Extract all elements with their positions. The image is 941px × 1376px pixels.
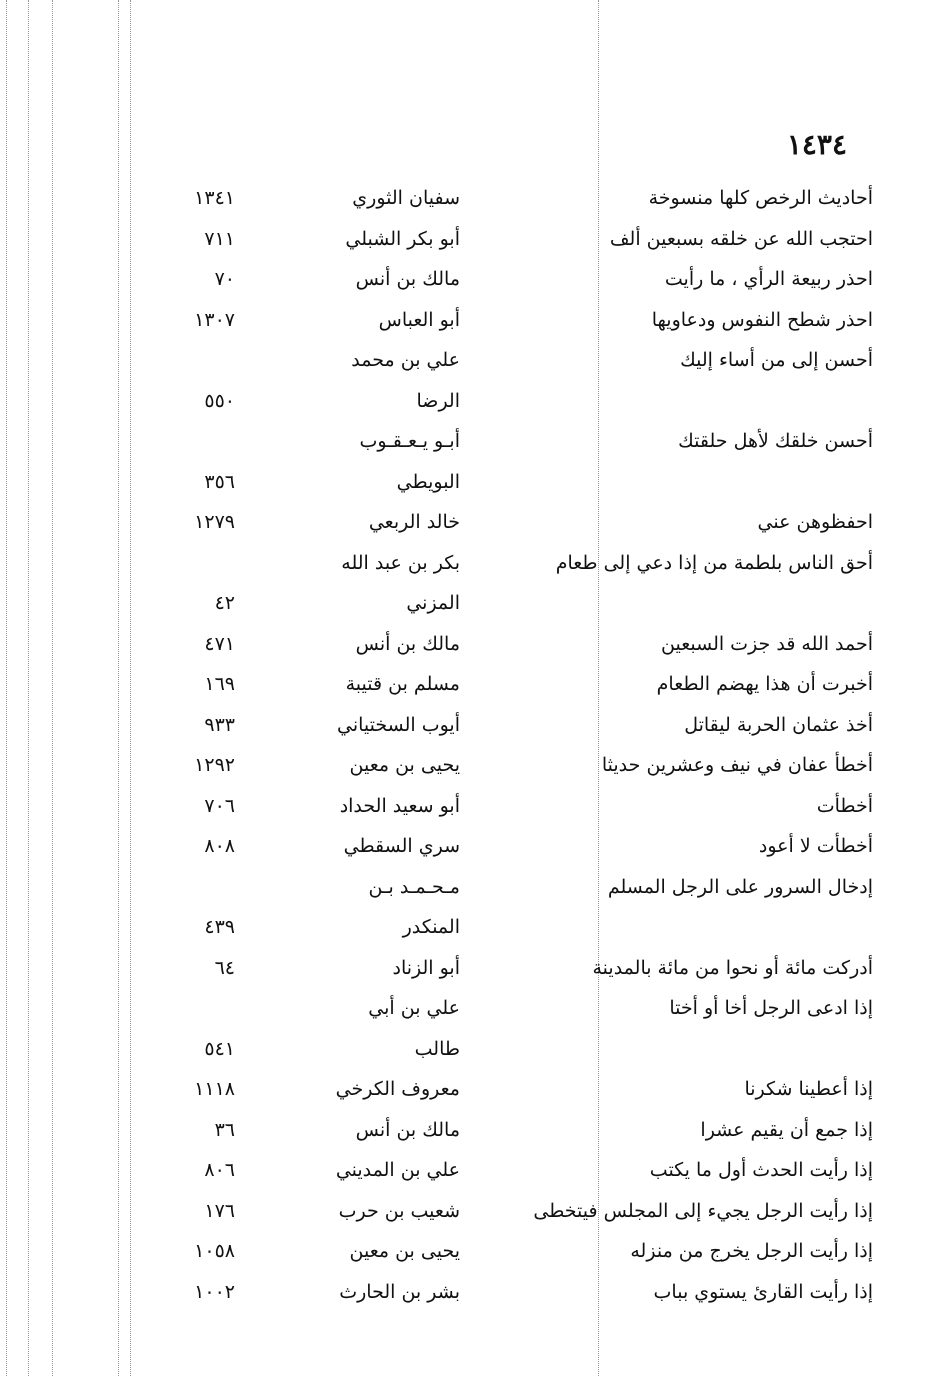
entry-reference-number: ٩٣٣: [204, 713, 235, 736]
entry-phrase: إدخال السرور على الرجل المسلم: [607, 875, 873, 898]
index-entry-row: [0, 1150, 941, 1191]
entry-reference-number: ١٣٤١: [194, 187, 235, 209]
entry-reference-number: ١٢٩٢: [194, 754, 235, 776]
index-entry-row: [0, 583, 941, 624]
entry-narrator: أيوب السختياني: [337, 713, 460, 736]
index-entry-row: [0, 340, 941, 381]
index-entry-row: [0, 259, 941, 300]
index-entry-row: [0, 1110, 941, 1151]
entry-narrator: مـحـمـد بـن: [368, 875, 460, 898]
entry-phrase: احذر ربيعة الرأي ، ما رأيت: [664, 268, 873, 290]
entry-narrator: البويطي: [396, 470, 460, 493]
entry-narrator: المنكدر: [402, 916, 460, 938]
index-entry-row: [0, 178, 941, 219]
entry-reference-number: ٧١١: [204, 227, 235, 250]
entry-narrator: سري السقطي: [343, 835, 460, 857]
entry-reference-number: ٤٣٩: [204, 916, 235, 938]
entry-narrator: مالك بن أنس: [355, 632, 460, 655]
entry-narrator: علي بن المديني: [335, 1159, 460, 1181]
index-entry-row: [0, 664, 941, 705]
entry-reference-number: ٥٤١: [204, 1037, 235, 1060]
entry-reference-number: ١١١٨: [194, 1078, 235, 1100]
entry-reference-number: ٣٥٦: [204, 470, 235, 493]
index-entry-row: [0, 826, 941, 867]
entry-narrator: أبو سعيد الحداد: [339, 794, 460, 817]
entry-narrator: أبو بكر الشبلي: [345, 227, 460, 250]
index-entry-row: [0, 786, 941, 827]
entry-narrator: يحيى بن معين: [349, 1240, 460, 1262]
entry-phrase: إذا أعطينا شكرنا: [744, 1078, 873, 1100]
entry-phrase: أحسن إلى من أساء إليك: [680, 349, 873, 371]
index-entry-row: [0, 988, 941, 1029]
entry-phrase: احتجب الله عن خلقه بسبعين ألف: [609, 227, 873, 250]
index-entry-row: [0, 1272, 941, 1313]
entry-reference-number: ١٠٥٨: [194, 1240, 235, 1262]
entry-reference-number: ٤٧١: [204, 632, 235, 655]
entry-narrator: يحيى بن معين: [349, 754, 460, 776]
entry-phrase: أدركت مائة أو نحوا من مائة بالمدينة: [592, 956, 873, 979]
entry-phrase: إذا رأيت الحدث أول ما يكتب: [649, 1159, 873, 1181]
entry-reference-number: ٨٠٦: [204, 1159, 235, 1181]
entry-phrase: إذا رأيت الرجل يخرج من منزله: [630, 1240, 873, 1262]
entry-phrase: احذر شطح النفوس ودعاويها: [651, 308, 873, 331]
index-entry-row: [0, 300, 941, 341]
entry-phrase: أخطأت لا أعود: [758, 835, 873, 857]
entry-phrase: احفظوهن عني: [757, 511, 873, 533]
entry-narrator: شعيب بن حرب: [338, 1199, 460, 1222]
index-entry-row: [0, 867, 941, 908]
entry-phrase: أخبرت أن هذا يهضم الطعام: [656, 673, 873, 695]
index-entry-row: [0, 1231, 941, 1272]
entry-phrase: إذا رأيت الرجل يجيء إلى المجلس فيتخطى: [533, 1199, 873, 1222]
entry-narrator: مالك بن أنس: [355, 1118, 460, 1141]
entry-narrator: معروف الكرخي: [335, 1078, 460, 1100]
entry-phrase: إذا ادعى الرجل أخا أو أختا: [669, 997, 873, 1019]
entry-narrator: أبو الزناد: [392, 956, 460, 979]
entry-reference-number: ١٣٠٧: [194, 308, 235, 331]
entry-reference-number: ٧٠: [214, 268, 235, 290]
entry-narrator: أبـو يـعـقـوب: [359, 430, 460, 452]
index-entry-row: [0, 948, 941, 989]
index-entry-row: [0, 543, 941, 584]
index-entry-row: [0, 745, 941, 786]
index-entry-row: [0, 462, 941, 503]
entry-phrase: أحسن خلقك لأهل حلقتك: [678, 430, 873, 452]
entry-reference-number: ٨٠٨: [204, 835, 235, 857]
entry-narrator: طالب: [414, 1037, 460, 1060]
entry-reference-number: ٦٤: [214, 956, 235, 979]
entry-reference-number: ٥٥٠: [204, 389, 235, 412]
entry-narrator: بشر بن الحارث: [339, 1280, 460, 1303]
index-entry-row: [0, 1069, 941, 1110]
entry-phrase: أخطأت: [816, 794, 873, 817]
entry-reference-number: ١٢٧٩: [194, 511, 235, 533]
index-entry-row: [0, 705, 941, 746]
index-entry-row: [0, 624, 941, 665]
entry-narrator: علي بن محمد: [351, 349, 460, 371]
entry-narrator: سفيان الثوري: [352, 187, 460, 209]
entry-narrator: الرضا: [416, 389, 460, 412]
entry-narrator: بكر بن عبد الله: [341, 551, 460, 574]
entry-narrator: المزني: [406, 592, 460, 614]
entry-reference-number: ٣٦: [214, 1118, 235, 1141]
entry-reference-number: ٤٢: [214, 592, 235, 614]
entry-reference-number: ١٧٦: [204, 1199, 235, 1222]
entry-phrase: أحمد الله قد جزت السبعين: [661, 632, 873, 655]
entry-reference-number: ١٦٩: [204, 673, 235, 695]
entry-reference-number: ١٠٠٢: [194, 1280, 235, 1303]
index-entry-row: [0, 1191, 941, 1232]
index-entry-row: [0, 907, 941, 948]
entry-phrase: أخذ عثمان الحربة ليقاتل: [684, 713, 873, 736]
index-entry-row: [0, 502, 941, 543]
entry-phrase: إذا جمع أن يقيم عشرا: [700, 1118, 873, 1141]
index-entry-row: [0, 421, 941, 462]
entry-phrase: أخطأ عفان في نيف وعشرين حديثا: [601, 754, 873, 776]
page-number: ١٤٣٤: [786, 128, 847, 161]
entry-narrator: مالك بن أنس: [355, 268, 460, 290]
entry-phrase: أحاديث الرخص كلها منسوخة: [648, 187, 873, 209]
entry-phrase: أحق الناس بلطمة من إذا دعي إلى طعام: [555, 551, 873, 574]
index-entries: [0, 178, 941, 1312]
entry-reference-number: ٧٠٦: [204, 794, 235, 817]
index-entry-row: [0, 1029, 941, 1070]
entry-narrator: علي بن أبي: [368, 997, 460, 1019]
entry-narrator: خالد الربعي: [368, 511, 460, 533]
index-entry-row: [0, 381, 941, 422]
entry-narrator: مسلم بن قتيبة: [345, 673, 460, 695]
index-entry-row: [0, 219, 941, 260]
entry-phrase: إذا رأيت القارئ يستوي بباب: [653, 1280, 873, 1303]
entry-narrator: أبو العباس: [378, 308, 460, 331]
